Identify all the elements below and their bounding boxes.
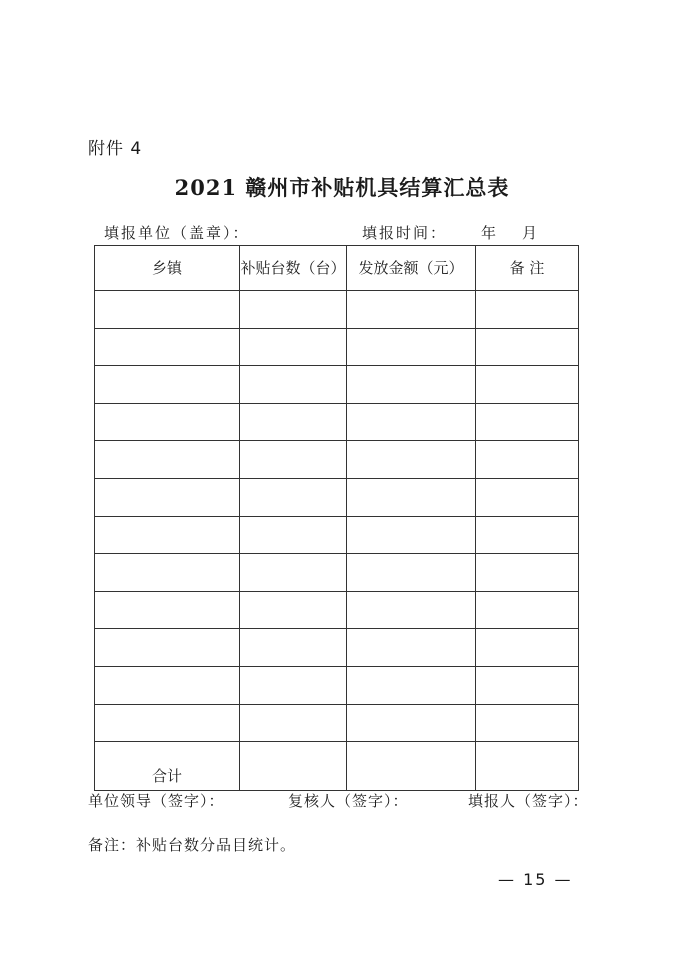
table-row: [95, 403, 579, 441]
table-cell[interactable]: [240, 554, 347, 592]
table-cell[interactable]: [95, 328, 240, 366]
table-cell[interactable]: [347, 366, 476, 404]
table-cell[interactable]: [95, 704, 240, 742]
document-title: 2021 赣州市补贴机具结算汇总表: [174, 175, 510, 200]
table-cell[interactable]: [240, 328, 347, 366]
table-cell[interactable]: [95, 666, 240, 704]
table-row: [95, 629, 579, 667]
header-remarks: 备 注: [476, 246, 579, 291]
table-cell[interactable]: [240, 291, 347, 329]
table-cell[interactable]: [95, 478, 240, 516]
table-cell[interactable]: [476, 554, 579, 592]
table-cell[interactable]: [240, 366, 347, 404]
table-cell[interactable]: [95, 366, 240, 404]
attachment-label: 附件 4: [88, 139, 143, 159]
table-cell[interactable]: [95, 441, 240, 479]
table-cell[interactable]: [476, 478, 579, 516]
total-cell[interactable]: [347, 742, 476, 791]
table-cell[interactable]: [347, 516, 476, 554]
table-header-row: [95, 246, 579, 291]
header-township: 乡镇: [95, 246, 240, 291]
table-cell[interactable]: [95, 591, 240, 629]
table-cell[interactable]: [240, 441, 347, 479]
table-cell[interactable]: [476, 516, 579, 554]
fill-time-label: 填报时间：: [362, 224, 448, 242]
table-row: [95, 666, 579, 704]
leader-signature-label: 单位领导（签字）：: [88, 792, 225, 810]
footnote: 备注：补贴台数分品目统计。: [88, 836, 297, 854]
table-row: [95, 441, 579, 479]
table-cell[interactable]: [347, 554, 476, 592]
total-label: 合计: [95, 742, 240, 791]
table-cell[interactable]: [347, 704, 476, 742]
table-cell[interactable]: [476, 403, 579, 441]
fill-year-label: 年: [481, 224, 499, 242]
fill-unit-label: 填报单位（盖章）：: [104, 224, 250, 242]
table-row: [95, 328, 579, 366]
total-row: [95, 742, 579, 791]
table-row: [95, 591, 579, 629]
header-subsidy-count: 补贴台数（台）: [240, 246, 347, 291]
filler-signature-label: 填报人（签字）：: [468, 792, 589, 810]
table-cell[interactable]: [347, 478, 476, 516]
table-cell[interactable]: [476, 629, 579, 667]
table-cell[interactable]: [476, 328, 579, 366]
table-row: [95, 516, 579, 554]
table-cell[interactable]: [95, 554, 240, 592]
table-cell[interactable]: [476, 704, 579, 742]
table-cell[interactable]: [240, 666, 347, 704]
header-amount: 发放金额（元）: [347, 246, 476, 291]
table-cell[interactable]: [240, 704, 347, 742]
table-cell[interactable]: [240, 516, 347, 554]
table-cell[interactable]: [476, 666, 579, 704]
checker-signature-label: 复核人（签字）：: [288, 792, 409, 810]
table-cell[interactable]: [476, 441, 579, 479]
table-cell[interactable]: [240, 478, 347, 516]
table-cell[interactable]: [95, 291, 240, 329]
table-cell[interactable]: [476, 366, 579, 404]
table-cell[interactable]: [347, 441, 476, 479]
table-cell[interactable]: [95, 629, 240, 667]
table-cell[interactable]: [476, 591, 579, 629]
total-cell[interactable]: [240, 742, 347, 791]
table-row: [95, 704, 579, 742]
fill-month-label: 月: [522, 224, 540, 242]
table-row: [95, 478, 579, 516]
table-cell[interactable]: [240, 403, 347, 441]
table-cell[interactable]: [347, 591, 476, 629]
total-cell[interactable]: [476, 742, 579, 791]
table-row: [95, 291, 579, 329]
table-cell[interactable]: [347, 629, 476, 667]
table-row: [95, 554, 579, 592]
table-cell[interactable]: [476, 291, 579, 329]
summary-table: [94, 245, 579, 791]
table-cell[interactable]: [240, 591, 347, 629]
page-number: — 15 —: [498, 870, 573, 889]
table-cell[interactable]: [95, 403, 240, 441]
table-cell[interactable]: [240, 629, 347, 667]
table-cell[interactable]: [347, 328, 476, 366]
table-cell[interactable]: [347, 291, 476, 329]
table-cell[interactable]: [95, 516, 240, 554]
table-row: [95, 366, 579, 404]
table-cell[interactable]: [347, 403, 476, 441]
table-cell[interactable]: [347, 666, 476, 704]
